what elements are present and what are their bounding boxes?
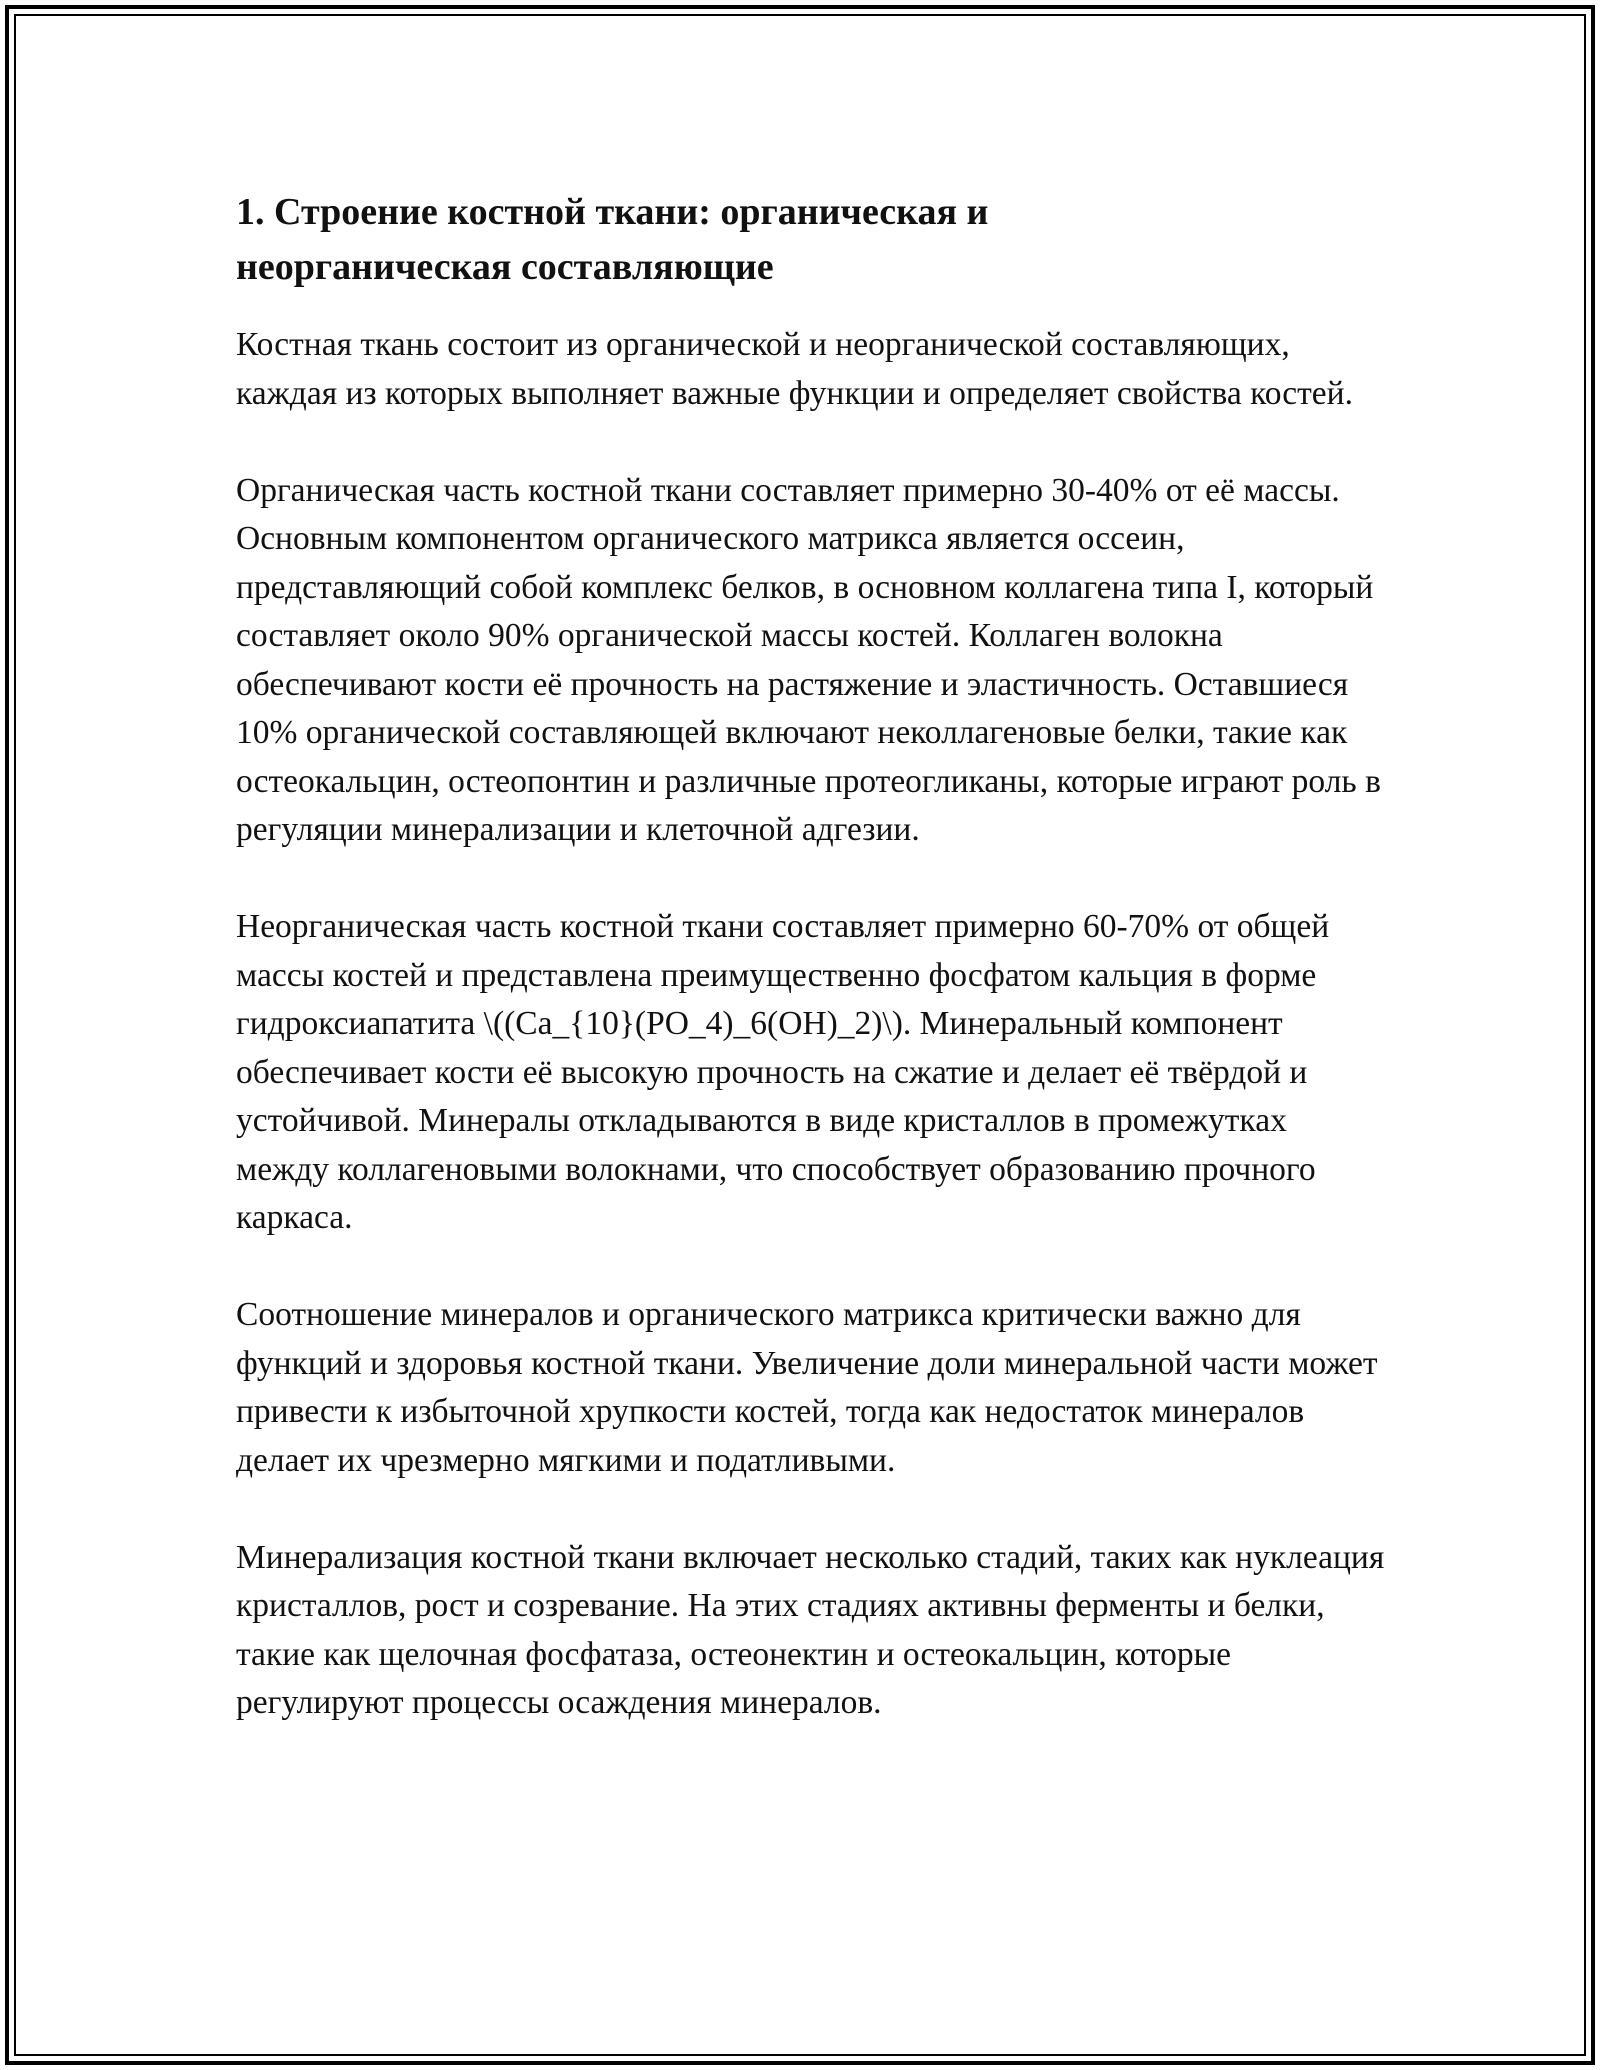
- paragraph-mineralization: Минерализация костной ткани включает несколько стадий, таких как нуклеация кристаллов, рост и созревание. На этих стадиях активны ферменты и белки, такие как щелочная фосфатаза, остеонектин и остеокальцин, которые регулируют процессы осаждения минералов.: [236, 1538, 1385, 1721]
- paragraph-intro: Костная ткань состоит из органической и неорганической составляющих, каждая из которых выполняет важные функции и определяет свойства костей.: [236, 326, 1353, 412]
- document-body: [236, 185, 1386, 1776]
- paragraph-organic-part: Органическая часть костной ткани составляет примерно 30-40% от её массы. Основным компонентом органического матрикса является оссеин, представляющий собой комплекс белков, в основном коллагена типа I, который составляет около 90% органической массы костей. Коллаген волокна обеспечивают кости её прочность на растяжение и эластичность. Оставшиеся 10% органической составляющей включают неколлагеновые белки, такие как остеокальцин, остеопонтин и различные протеогликаны, которые играют роль в регуляции минерализации и клеточной адгезии.: [236, 471, 1381, 848]
- paragraph-ratio: Соотношение минералов и органического матрикса критически важно для функций и здоровья костной ткани. Увеличение доли минеральной части может привести к избыточной хрупкости костей, тогда как недостаток минералов делает их чрезмерно мягкими и податливыми.: [236, 1296, 1378, 1479]
- section-heading: 1. Строение костной ткани: органическая и неорганическая составляющие: [236, 191, 989, 288]
- paragraph-inorganic-part: Неорганическая часть костной ткани составляет примерно 60-70% от общей массы костей и представлена преимущественно фосфатом кальция в форме гидроксиапатита \((Ca_{10}(PO_4)_6(OH)_2)\). Минеральный компонент обеспечивает кости её высокую прочность на сжатие и делает её твёрдой и устойчивой. Минералы откладываются в виде кристаллов в промежутках между коллагеновыми волокнами, что способствует образованию прочного каркаса.: [236, 908, 1330, 1236]
